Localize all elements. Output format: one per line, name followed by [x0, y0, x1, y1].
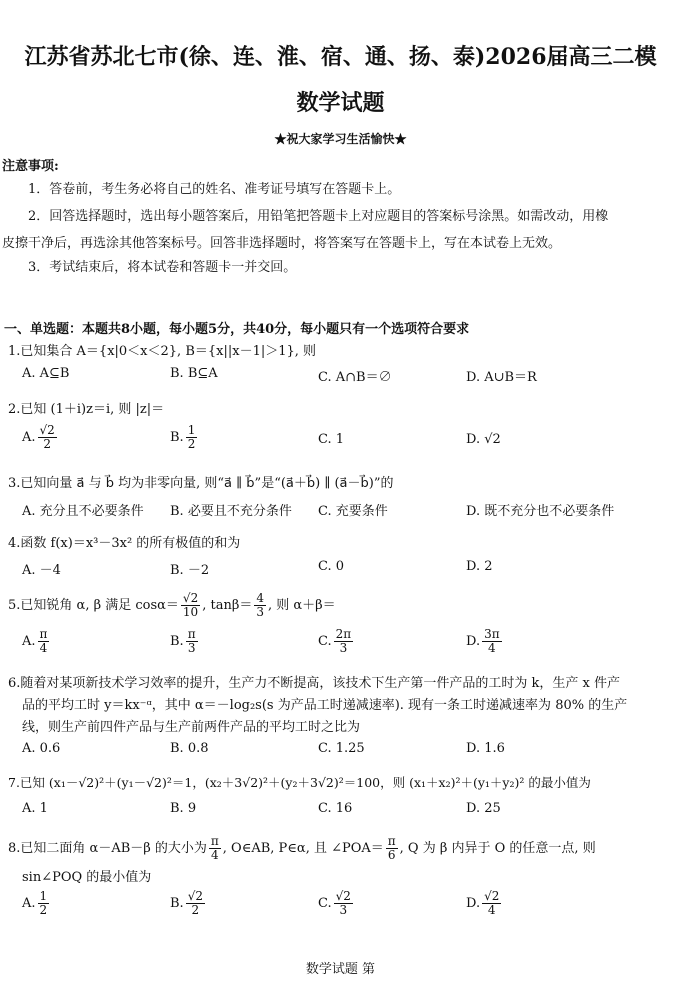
q8-option-d: D. $\frac{√2}{4}$	[466, 889, 500, 917]
q7-option-c: C. 16	[318, 801, 353, 816]
note-3: 3．考试结束后，将本试卷和答题卡一并交回。	[28, 260, 297, 275]
q7-stem: 7.已知 (x₁－√2)²＋(y₁－√2)²＝1，(x₂＋3√2)²＋(y₂＋3√2)²＝100，则 (x₁＋x₂)²＋(y₁＋y₂)² 的最小值为	[8, 775, 591, 790]
q6-stem-line-3: 线，则生产前四件产品与生产前两件产品的平均工时之比为	[22, 720, 361, 735]
q4-stem: 4.函数 f(x)＝x³－3x² 的所有极值的和为	[8, 536, 241, 551]
q5-stem: 5.已知锐角 α, β 满足 cosα＝ $\frac{√2}{10}$ , tanβ＝ $\frac{4}{3}$ , 则 α＋β＝	[8, 591, 336, 619]
note-1: 1．答卷前，考生务必将自己的姓名、准考证号填写在答题卡上。	[28, 182, 401, 197]
q6-stem-line-2: 品的平均工时 y＝kx⁻ᵅ，其中 α＝－log₂s(s 为产品工时递减速率). 现有一条工时递减速率为 80% 的生产	[22, 698, 628, 713]
q7-option-b: B. 9	[170, 801, 197, 816]
q8-option-b: B. $\frac{√2}{2}$	[170, 889, 203, 917]
q1-option-c: C. A∩B＝∅	[318, 370, 392, 385]
q3-stem: 3.已知向量 a⃗ 与 b⃗ 均为非零向量, 则“a⃗ ∥ b⃗”是“(a⃗＋b⃗) ∥ (a⃗－b⃗)”的	[8, 476, 394, 491]
q5-option-a: A. $\frac{\pi}{4}$	[22, 627, 48, 655]
q3-option-c: C. 充要条件	[318, 504, 388, 519]
exam-title: 江苏省苏北七市(徐、连、淮、宿、通、扬、泰)2026届高三二模	[24, 44, 657, 70]
note-2: 2．回答选择题时，选出每小题答案后，用铅笔把答题卡上对应题目的答案标号涂黑。如需改动，用橡	[28, 209, 609, 224]
page-footer: 数学试题 第	[305, 962, 376, 977]
notes-heading: 注意事项:	[2, 159, 59, 174]
q5-option-d: D. $\frac{3\pi}{4}$	[466, 627, 500, 655]
q8-option-a: A. $\frac{1}{2}$	[22, 889, 48, 917]
q1-option-d: D. A∪B＝R	[466, 370, 537, 385]
q4-option-b: B. －2	[170, 563, 210, 578]
q2-option-b: B. $\frac{1}{2}$	[170, 423, 196, 451]
q2-option-a: A. $\frac{√2}{2}$	[22, 423, 55, 451]
q4-option-d: D. 2	[466, 559, 493, 574]
q4-option-c: C. 0	[318, 559, 345, 574]
q6-option-a: A. 0.6	[22, 741, 61, 756]
q3-option-d: D. 既不充分也不必要条件	[466, 504, 615, 519]
q3-option-a: A. 充分且不必要条件	[22, 504, 144, 519]
q6-option-d: D. 1.6	[466, 741, 505, 756]
q8-option-c: C. $\frac{√2}{3}$	[318, 889, 351, 917]
q3-option-b: B. 必要且不充分条件	[170, 504, 292, 519]
subject-title: 数学试题	[296, 90, 385, 116]
section-heading: 一、单选题：本题共8小题，每小题5分，共40分，每小题只有一个选项符合要求	[4, 322, 470, 337]
q7-option-a: A. 1	[22, 801, 48, 816]
q2-option-c: C. 1	[318, 432, 345, 447]
q1-option-a: A. A⊆B	[22, 366, 70, 381]
q1-stem: 1.已知集合 A＝{x|0＜x＜2}, B＝{x||x－1|＞1}, 则	[8, 344, 317, 359]
q4-option-a: A. －4	[22, 563, 61, 578]
q6-stem-line-1: 6.随着对某项新技术学习效率的提升，生产力不断提高，该技术下生产第一件产品的工时为 k，生产 x 件产	[8, 676, 621, 691]
q6-option-b: B. 0.8	[170, 741, 209, 756]
q8-stem: 8.已知二面角 α－AB－β 的大小为 $\frac{\pi}{4}$ , O∈AB, P∈α, 且 ∠POA＝ $\frac{\pi}{6}$ , Q 为 β 内异于 O 的任意一点, 则	[8, 834, 596, 862]
q5-option-b: B. $\frac{\pi}{3}$	[170, 627, 196, 655]
q5-option-c: C. $\frac{2\pi}{3}$	[318, 627, 352, 655]
q8-stem-line-2: sin∠POQ 的最小值为	[22, 870, 152, 885]
q6-option-c: C. 1.25	[318, 741, 365, 756]
note-2-cont: 皮擦干净后，再选涂其他答案标号。回答非选择题时，将答案写在答题卡上，写在本试卷上无效。	[2, 236, 562, 251]
q2-option-d: D. √2	[466, 432, 501, 447]
motto: ★祝大家学习生活愉快★	[274, 132, 407, 146]
q2-stem: 2.已知 (1＋i)z＝i, 则 |z|＝	[8, 402, 165, 417]
q7-option-d: D. 25	[466, 801, 501, 816]
q1-option-b: B. B⊆A	[170, 366, 218, 381]
